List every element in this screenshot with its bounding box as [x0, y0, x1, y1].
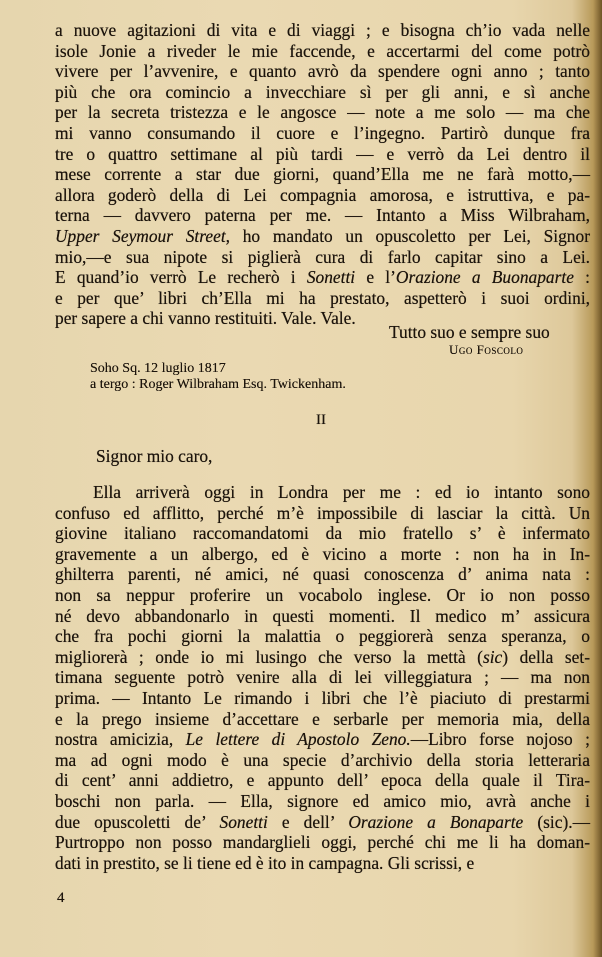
text-run: per sapere a chi vanno restituiti. Vale. Vale.	[55, 308, 356, 329]
text-line	[55, 20, 590, 40]
address: a tergo : Roger Wilbraham Esq. Twickenham.	[90, 377, 346, 392]
text-run: giovine italiano raccomandatomi da mio fratello s’ è infermato	[55, 523, 590, 544]
text-run: mi vanno consumando il cuore e l’ingegno. Partirò dunque fra	[55, 123, 590, 143]
text-line	[55, 606, 590, 626]
text-run: boschi non parla. — Ella, signore ed amico mio, avrà anche i	[55, 791, 590, 811]
text-run: più che ora comincio a invecchiare sì per gli anni, e sì anche	[55, 81, 590, 102]
text-run: né devo abbandonarlo in questi momenti. Il medico m’ assicura	[55, 605, 590, 626]
text-run: per la secreta tristezza e le angosce — note a me solo — ma che	[55, 102, 590, 123]
text-line	[55, 144, 590, 164]
text-run: due opuscoletti de’	[55, 811, 220, 832]
italic-run: Sonetti	[219, 811, 268, 832]
text-line	[55, 750, 590, 770]
text-run: ) della set-	[502, 646, 590, 667]
text-run: vivere per l’avvenire, e quanto avrò da spendere ogni anno ; tanto	[55, 61, 590, 82]
text-run: che fra pochi giorni la malattia o peggiorerà senza speranza, o	[55, 626, 590, 647]
text-line	[55, 832, 590, 852]
text-line	[55, 812, 590, 832]
text-run: :	[573, 267, 590, 288]
text-run: non sa neppur proferire un vocabolo inglese. Or io non posso	[55, 585, 590, 605]
text-run: Purtroppo non posso mandarglieli oggi, perché chi me li ha doman-	[55, 832, 590, 853]
text-run: e per que’ libri ch’Ella mi ha prestato, aspetterò i suoi ordini,	[55, 287, 590, 308]
text-line	[55, 853, 590, 873]
text-run: E quand’io verrò Le recherò i	[55, 267, 307, 288]
text-line	[55, 647, 590, 667]
text-run: ho mandato un opuscoletto per Lei, Signor	[230, 226, 590, 246]
closing: Tutto suo e sempre suo	[389, 322, 550, 342]
text-run: (sic).—	[523, 811, 590, 832]
italic-run: Le lettere di Apostolo Zeno.	[185, 729, 411, 750]
text-line	[55, 247, 590, 267]
text-run: e la prego insieme d’accettare e serbarle per memoria mia, della	[55, 708, 590, 729]
text-line	[55, 585, 590, 605]
text-run: Ella arriverà oggi in Londra per me : ed io intanto sono	[93, 482, 590, 502]
text-run: migliorerà ; onde io mi lusingo che verso la mettà (	[55, 646, 483, 667]
italic-run: Orazione a Buonaparte	[395, 267, 574, 288]
text-line	[55, 770, 590, 790]
text-run: ma ad ogni modo è una specie d’archivio della storia letteraria	[55, 749, 590, 770]
text-line	[55, 667, 590, 687]
text-line	[55, 626, 590, 646]
text-run: confuso ed afflitto, perché m’è impossibile di lasciar la città. Un	[55, 502, 590, 523]
text-run: mio,—e sua nipote si piglierà cura di farlo capitar sino a Lei.	[55, 246, 590, 267]
text-line	[55, 564, 590, 584]
italic-run: Sonetti	[306, 267, 356, 288]
italic-run: Upper Seymour Street,	[55, 226, 230, 246]
text-line	[93, 482, 590, 502]
text-line	[55, 82, 590, 102]
text-run: e dell’	[267, 811, 349, 832]
text-line	[55, 523, 590, 543]
text-run: prima. — Intanto Le rimando i libri che l’è piaciuto di prestarmi	[55, 688, 590, 708]
text-run: isole Jonie a riveder le mie faccende, e accertarmi del come potrò	[55, 40, 590, 61]
text-line	[55, 791, 590, 811]
text-line	[55, 267, 590, 287]
text-line	[55, 205, 590, 225]
text-line	[55, 288, 590, 308]
text-line	[55, 544, 590, 564]
text-run: timana seguente potrò venire alla di lei villeggiatura ; — ma non	[55, 667, 590, 688]
letter-numeral: II	[316, 412, 326, 428]
italic-run: Orazione a Bonaparte	[348, 811, 524, 832]
text-line	[55, 688, 590, 708]
text-run: mese corrente a star due giorni, quand’Ella me ne farà motto,—	[55, 164, 590, 185]
text-line	[55, 226, 590, 246]
page-number: 4	[57, 890, 65, 906]
text-run: nostra amicizia,	[55, 729, 186, 750]
text-line	[55, 41, 590, 61]
text-run: gravemente a un albergo, ed è vicino a morte : non ha in In-	[55, 543, 590, 564]
italic-run: sic	[482, 646, 503, 667]
salutation: Signor mio caro,	[96, 446, 213, 466]
text-line	[55, 729, 590, 749]
text-line	[55, 164, 590, 184]
text-line	[55, 503, 590, 523]
text-run: e l’	[355, 267, 396, 288]
text-run: —Libro forse nojoso ;	[410, 729, 591, 750]
signature: Ugo Foscolo	[449, 342, 524, 357]
text-run: dati in prestito, se li tiene ed è ito in campagna. Gli scrissi, e	[55, 852, 475, 873]
dateline: Soho Sq. 12 luglio 1817	[90, 361, 226, 376]
text-line	[55, 61, 590, 81]
text-line	[55, 102, 590, 122]
text-line	[55, 123, 590, 143]
text-line	[55, 709, 590, 729]
text-run: ghilterra parenti, né amici, né quasi conoscenza d’ anima nata :	[55, 564, 590, 585]
text-line	[55, 185, 590, 205]
text-run: a nuove agitazioni di vita e di viaggi ; e bisogna ch’io vada nelle	[55, 20, 590, 40]
text-run: terna — davvero paterna per me. — Intanto a Miss Wilbraham,	[55, 205, 590, 226]
text-run: tre o quattro settimane al più tardi — e verrò da Lei dentro il	[55, 143, 590, 164]
text-run: allora goderò della di Lei compagnia amorosa, e istruttiva, e pa-	[55, 184, 590, 205]
text-run: di cent’ anni addietro, e appunto dell’ epoca della quale il Tira-	[55, 770, 590, 791]
